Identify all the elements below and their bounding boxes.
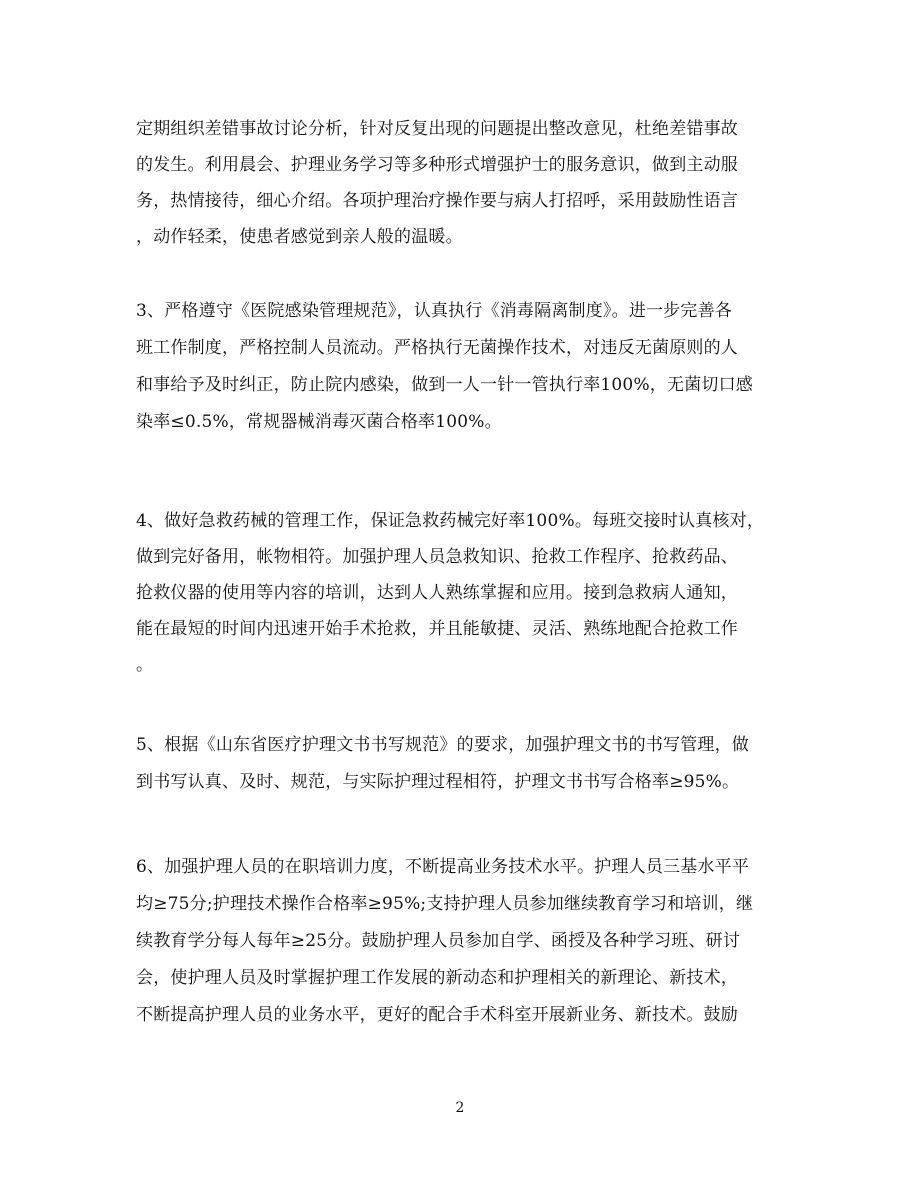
text-line: 能在最短的时间内迅速开始手术抢救，并且能敏捷、灵活、熟练地配合抢救工作 <box>136 619 738 639</box>
text-line: 。 <box>136 655 154 675</box>
text-line: 5、根据《山东省医疗护理文书书写规范》的要求，加强护理文书的书写管理，做 <box>136 735 750 755</box>
paragraph-nursing-documents <box>136 727 784 801</box>
paragraph-emergency-equipment <box>136 503 784 683</box>
text-line: 4、做好急救药械的管理工作，保证急救药械完好率100%。每班交接时认真核对， <box>136 511 765 531</box>
text-line: 6、加强护理人员的在职培训力度，不断提高业务技术水平。护理人员三基水平平 <box>136 857 750 877</box>
text-line: ，动作轻柔，使患者感觉到亲人般的温暖。 <box>136 227 463 247</box>
text-line: 染率≤0.5%，常规器械消毒灭菌合格率100%。 <box>136 412 502 432</box>
text-line: 定期组织差错事故讨论分析，针对反复出现的问题提出整改意见，杜绝差错事故 <box>136 119 738 139</box>
text-line: 到书写认真、及时、规范，与实际护理过程相符，护理文书书写合格率≥95%。 <box>136 772 740 792</box>
paragraph-infection-control <box>136 293 784 441</box>
text-line: 抢救仪器的使用等内容的培训，达到人人熟练掌握和应用。接到急救病人通知， <box>136 583 738 603</box>
text-line: 均≥75分;护理技术操作合格率≥95%;支持护理人员参加继续教育学习和培训，继 <box>136 894 754 914</box>
text-line: 和事给予及时纠正，防止院内感染，做到一人一针一管执行率100%，无菌切口感 <box>136 375 753 395</box>
text-line: 班工作制度，严格控制人员流动。严格执行无菌操作技术，对违反无菌原则的人 <box>136 338 738 358</box>
page-number: 2 <box>455 1100 465 1116</box>
paragraph-error-prevention <box>136 111 784 255</box>
text-line: 做到完好备用，帐物相符。加强护理人员急救知识、抢救工作程序、抢救药品、 <box>136 547 738 567</box>
text-line: 续教育学分每人每年≥25分。鼓励护理人员参加自学、函授及各种学习班、研讨 <box>136 931 741 951</box>
text-line: 3、严格遵守《医院感染管理规范》，认真执行《消毒隔离制度》。进一步完善各 <box>136 301 733 321</box>
text-line: 务，热情接待，细心介绍。各项护理治疗操作要与病人打招呼，采用鼓励性语言 <box>136 191 738 211</box>
text-line: 会，使护理人员及时掌握护理工作发展的新动态和护理相关的新理论、新技术， <box>136 968 738 988</box>
text-line: 不断提高护理人员的业务水平，更好的配合手术科室开展新业务、新技术。鼓励 <box>136 1005 738 1025</box>
text-line: 的发生。利用晨会、护理业务学习等多种形式增强护士的服务意识，做到主动服 <box>136 155 738 175</box>
paragraph-staff-training <box>136 849 784 1034</box>
